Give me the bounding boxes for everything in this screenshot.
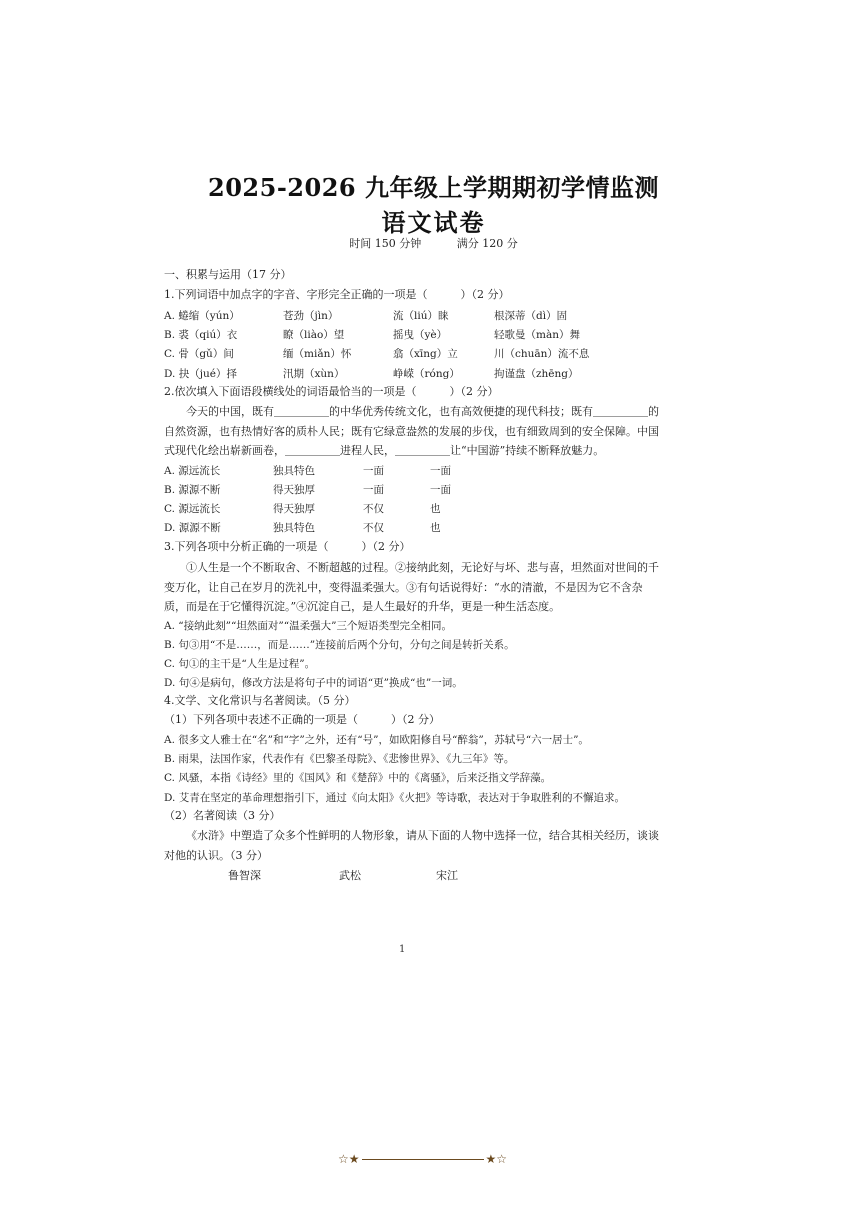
q3-option: A. “接纳此刻”“坦然面对”“温柔强大”三个短语类型完全相同。 (164, 620, 452, 632)
exam-title: 2025-2026 九年级上学期期初学情监测 (208, 173, 659, 202)
q2-option-cell: C. 源远流长 (164, 503, 221, 515)
q1-option-cell: 轻歌曼（màn）舞 (494, 329, 580, 341)
exam-score: 满分 120 分 (456, 237, 518, 250)
q2-option-cell: A. 源远流长 (164, 465, 221, 477)
q4-option: A. 很多文人雅士在“名”和“字”之外，还有“号”，如欧阳修自号“醉翁”，苏轼号“六一居士”。 (164, 734, 589, 746)
q1-option-cell: 苍劲（jìn） (283, 310, 339, 322)
q2-option-cell: 不仅 (363, 503, 384, 515)
q3-passage: ①人生是一个不断取舍、不断超越的过程。②接纳此刻，无论好与坏、悲与喜，坦然面对世间的千变万化，让自己在岁月的洗礼中，变得温柔强大。③有句话说得好：“水的清澈，不是因为它不含杂质，而是在于它懂得沉淀。”④沉淀自己，是人生最好的升华，更是一种生活态度。 (164, 561, 659, 613)
q1-option-cell: A. 蜷缩（yún） (164, 310, 240, 322)
q1-option-cell: C. 骨（gǔ）间 (164, 348, 234, 360)
q1-option-cell: 川（chuān）流不息 (494, 348, 590, 360)
exam-meta (0, 235, 867, 251)
q2-option-cell: 一面 (430, 465, 451, 477)
character-option: 鲁智深 (228, 869, 261, 882)
q3-option: D. 句④是病句，修改方法是将句子中的词语“更”换成“也”一词。 (164, 677, 463, 689)
q1-option-cell: 汛期（xùn） (283, 368, 345, 380)
q1-option-cell: 摇曳（yè） (393, 329, 448, 341)
q2-option-cell: 独具特色 (273, 522, 315, 534)
q1-option-cell: 瞭（liào）望 (283, 329, 345, 341)
q2-option-cell: 也 (430, 522, 441, 534)
q4-option: D. 艾青在坚定的革命理想指引下，通过《向太阳》《火把》等诗歌，表达对于争取胜利的不懈追求。 (164, 792, 625, 804)
section-heading: 一、积累与运用（17 分） (164, 268, 292, 281)
q4-option: B. 雨果，法国作家，代表作有《巴黎圣母院》、《悲惨世界》、《九三年》等。 (164, 753, 515, 765)
q2-option-cell: 一面 (363, 484, 384, 496)
q3-option: C. 句①的主干是“人生是过程”。 (164, 658, 316, 670)
footer-ornament (338, 1152, 507, 1166)
q2-option-cell: D. 源源不断 (164, 522, 221, 534)
q2-stem: 2.依次填入下面语段横线处的词语最恰当的一项是（ ）（2 分） (164, 385, 499, 398)
q3-option: B. 句③用“不是……，而是……”连接前后两个分句，分句之间是转折关系。 (164, 639, 515, 651)
q1-stem: 1.下列词语中加点字的字音、字形完全正确的一项是（ ）（2 分） (164, 288, 510, 301)
q4-stem: 4.文学、文化常识与名著阅读。（5 分） (164, 694, 356, 707)
footer-divider (362, 1159, 484, 1160)
q2-option-cell: 一面 (430, 484, 451, 496)
character-option: 武松 (339, 869, 361, 882)
footer-stars-right: ★☆ (485, 1152, 508, 1166)
q2-option-cell: 独具特色 (273, 465, 315, 477)
q2-passage: 今天的中国，既有＿＿＿＿＿的中华优秀传统文化，也有高效便捷的现代科技；既有＿＿＿＿＿的自然资源，也有热情好客的质朴人民；既有它绿意盎然的发展的步伐，也有细致周到的安全保障。中国式现代化绘出崭新画卷，＿＿＿＿＿进程人民，＿＿＿＿＿让“中国游”持续不断释放魅力。 (164, 405, 659, 457)
q2-option-cell: 也 (430, 503, 441, 515)
q1-option-cell: 拘谨盘（zhēng） (494, 368, 579, 380)
q4-passage: 《水浒》中塑造了众多个性鲜明的人物形象，请从下面的人物中选择一位，结合其相关经历，谈谈对他的认识。（3 分） (164, 829, 659, 862)
q1-option-cell: 流（liú）睐 (393, 310, 449, 322)
exam-subtitle: 语文试卷 (381, 208, 486, 237)
q4-option: C. 风骚，本指《诗经》里的《国风》和《楚辞》中的《离骚》，后来泛指文学辞藻。 (164, 772, 552, 784)
q1-option-cell: 缅（miǎn）怀 (283, 348, 352, 360)
q1-option-cell: D. 抉（jué）择 (164, 368, 237, 380)
footer-stars-left: ☆★ (338, 1152, 360, 1166)
q3-stem: 3.下列各项中分析正确的一项是（ ）（2 分） (164, 540, 411, 553)
q1-option-cell: 翕（xīng）立 (393, 348, 458, 360)
exam-time: 时间 150 分钟 (349, 237, 422, 250)
page-number: 1 (399, 944, 406, 955)
q2-option-cell: 一面 (363, 465, 384, 477)
q4-part2: （2）名著阅读（3 分） (164, 809, 281, 822)
q2-option-cell: 不仅 (363, 522, 384, 534)
q1-option-cell: 根深蒂（dì）固 (494, 310, 568, 322)
q1-option-cell: 峥嵘（róng） (393, 368, 460, 380)
q2-option-cell: B. 源源不断 (164, 484, 221, 496)
q4-part1: （1）下列各项中表述不正确的一项是（ ）（2 分） (164, 713, 440, 726)
character-option: 宋江 (436, 869, 458, 882)
q1-option-cell: B. 裘（qiú）衣 (164, 329, 238, 341)
q2-option-cell: 得天独厚 (273, 503, 315, 515)
q2-option-cell: 得天独厚 (273, 484, 315, 496)
